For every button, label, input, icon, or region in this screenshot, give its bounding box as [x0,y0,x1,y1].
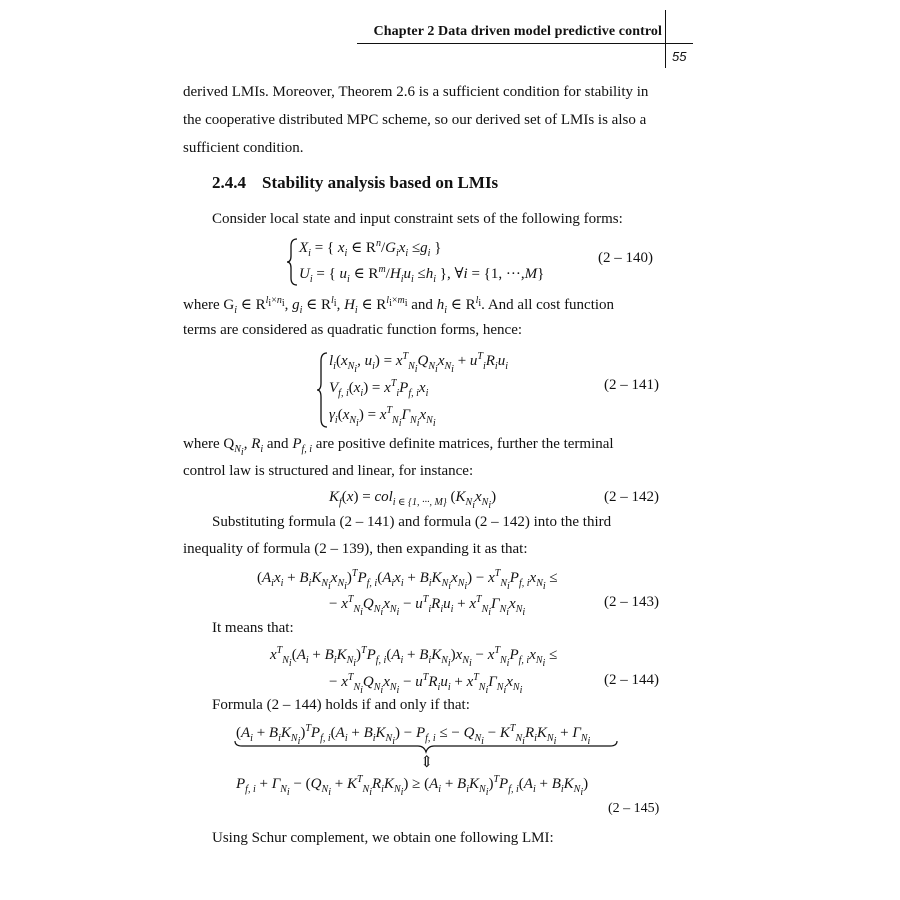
equation-145-line2: $P_{f, i} + \Gamma_{N_i} - (Q_{N_i} + K^T_{N_i}R_iK_{N_i}) \ge (A_i + B_iK_{N_i})^TP_{f, i}(A_i + B_iK_{N_i})$ [236,774,589,798]
where-line1: where $G_i$ ∈ $R^{l_i\times n_i}$, $g_i$ ∈ $R^{l_i}$, $H_i$ ∈ $R^{l_i\times m_i}$ and $h_i$ ∈ $R^{l_i}$. And all cost function [183,295,615,316]
where-tail-text: And all cost function [487,297,615,313]
positive-definite-text: are positive definite matrices, further the terminal [315,436,614,452]
equation-number-140: (2 – 140) [598,250,653,266]
where-g-text: where G [183,297,235,313]
section-number: 2.4.4 [212,173,246,192]
it-means-text: It means that: [212,620,294,636]
equation-140-line2: $U_i$ = { $u_i$ ∈ $R^m/H_iu_i \le h_i$ }, ∀i = {1, ···,M} [299,264,545,285]
where-line2: terms are considered as quadratic function forms, hence: [183,322,523,338]
equation-number-142: (2 – 142) [604,489,659,505]
equation-number-144: (2 – 144) [604,672,659,688]
page-number: 55 [672,49,687,64]
consider-text: Consider local state and input constraint sets of the following forms: [212,211,623,227]
substituting-line1: Substituting formula (2 – 141) and formula (2 – 142) into the third [212,514,612,530]
equation-141-line2: $V_{f, i}(x_i) = x^T_iP_{f, i}x_i$ [329,378,429,399]
equation-141-line1: $l_i(x_{N_i}$, $u_i) = x^T_{N_i}Q_{N_i}x_{N_i} + u^T_iR_iu_i$ [329,351,508,375]
equation-143-line2: − $x^T_{N_i}Q_{N_i}x_{N_i} - u^T_iR_iu_i + x^T_{N_i}\Gamma_{N_i}x_{N_i}$ [329,594,526,618]
equation-144-line1: $x^T_{N_i}(A_i + B_iK_{N_i})^TP_{f, i}(A_i + B_iK_{N_i})x_{N_i} - x^T_{N_i}P_{f, i}x_{N_i}$ ≤ [270,645,558,669]
where2-line1: where $Q_{N_i}$, $R_i$ and $P_{f, i}$ are positive definite matrices, further the terminal [183,436,614,458]
schur-text: Using Schur complement, we obtain one following LMI: [212,830,554,846]
section-title: Stability analysis based on LMIs [262,173,499,192]
equation-140-line1: $X_i$ = { $x_i$ ∈ $R^n/G_ix_i \le g_i$ } [299,238,442,259]
left-brace-141 [316,352,328,428]
equivalence-arrow: ⇕ [420,754,434,771]
holds-text: Formula (2 – 144) holds if and only if that: [212,697,470,713]
equation-number-141: (2 – 141) [604,377,659,393]
equation-141-line3: $\gamma_i(x_{N_i}) = x^T_{N_i}\Gamma_{N_i}x_{N_i}$ [329,405,436,429]
header-horizontal-rule [357,43,693,44]
intro-paragraph: derived LMIs. Moreover, Theorem 2.6 is a sufficient condition for stability in the cooperative distributed MPC scheme, so our derived set of LMIs is also a sufficient condition. [183,84,649,156]
where-q-text: where Q [183,436,235,452]
equation-145-line1: $(A_i + B_iK_{N_i})^TP_{f, i}(A_i + B_iK_{N_i}) - P_{f, i}$ ≤ − $Q_{N_i} - K^T_{N_i}R_iK_{N_i} + \Gamma_{N_i}$ [236,723,591,747]
equation-number-143: (2 – 143) [604,594,659,610]
left-brace-140 [286,238,298,286]
equation-142: $K_f(x) = col_{i \in \{1, \cdot\cdot\cdot, M\}}$ $(K_{N_i}x_{N_i})$ [329,489,497,511]
equation-144-line2: − $x^T_{N_i}Q_{N_i}x_{N_i} - u^TR_iu_i + x^T_{N_i}\Gamma_{N_i}x_{N_i}$ [329,672,523,696]
substituting-line2: inequality of formula (2 – 139), then expanding it as that: [183,541,528,557]
section-heading [212,173,498,193]
equation-143-line1: $(A_ix_i + B_iK_{N_i}x_{N_i})^TP_{f, i}(A_ix_i + B_iK_{N_i}x_{N_i}) - x^T_{N_i}P_{f, i}x_{N_i}$ ≤ [257,568,558,592]
where2-line2: control law is structured and linear, for instance: [183,463,474,479]
header-vertical-rule [665,10,666,68]
chapter-header: Chapter 2 Data driven model predictive control [373,24,662,39]
equation-number-145: (2 – 145) [608,801,660,816]
